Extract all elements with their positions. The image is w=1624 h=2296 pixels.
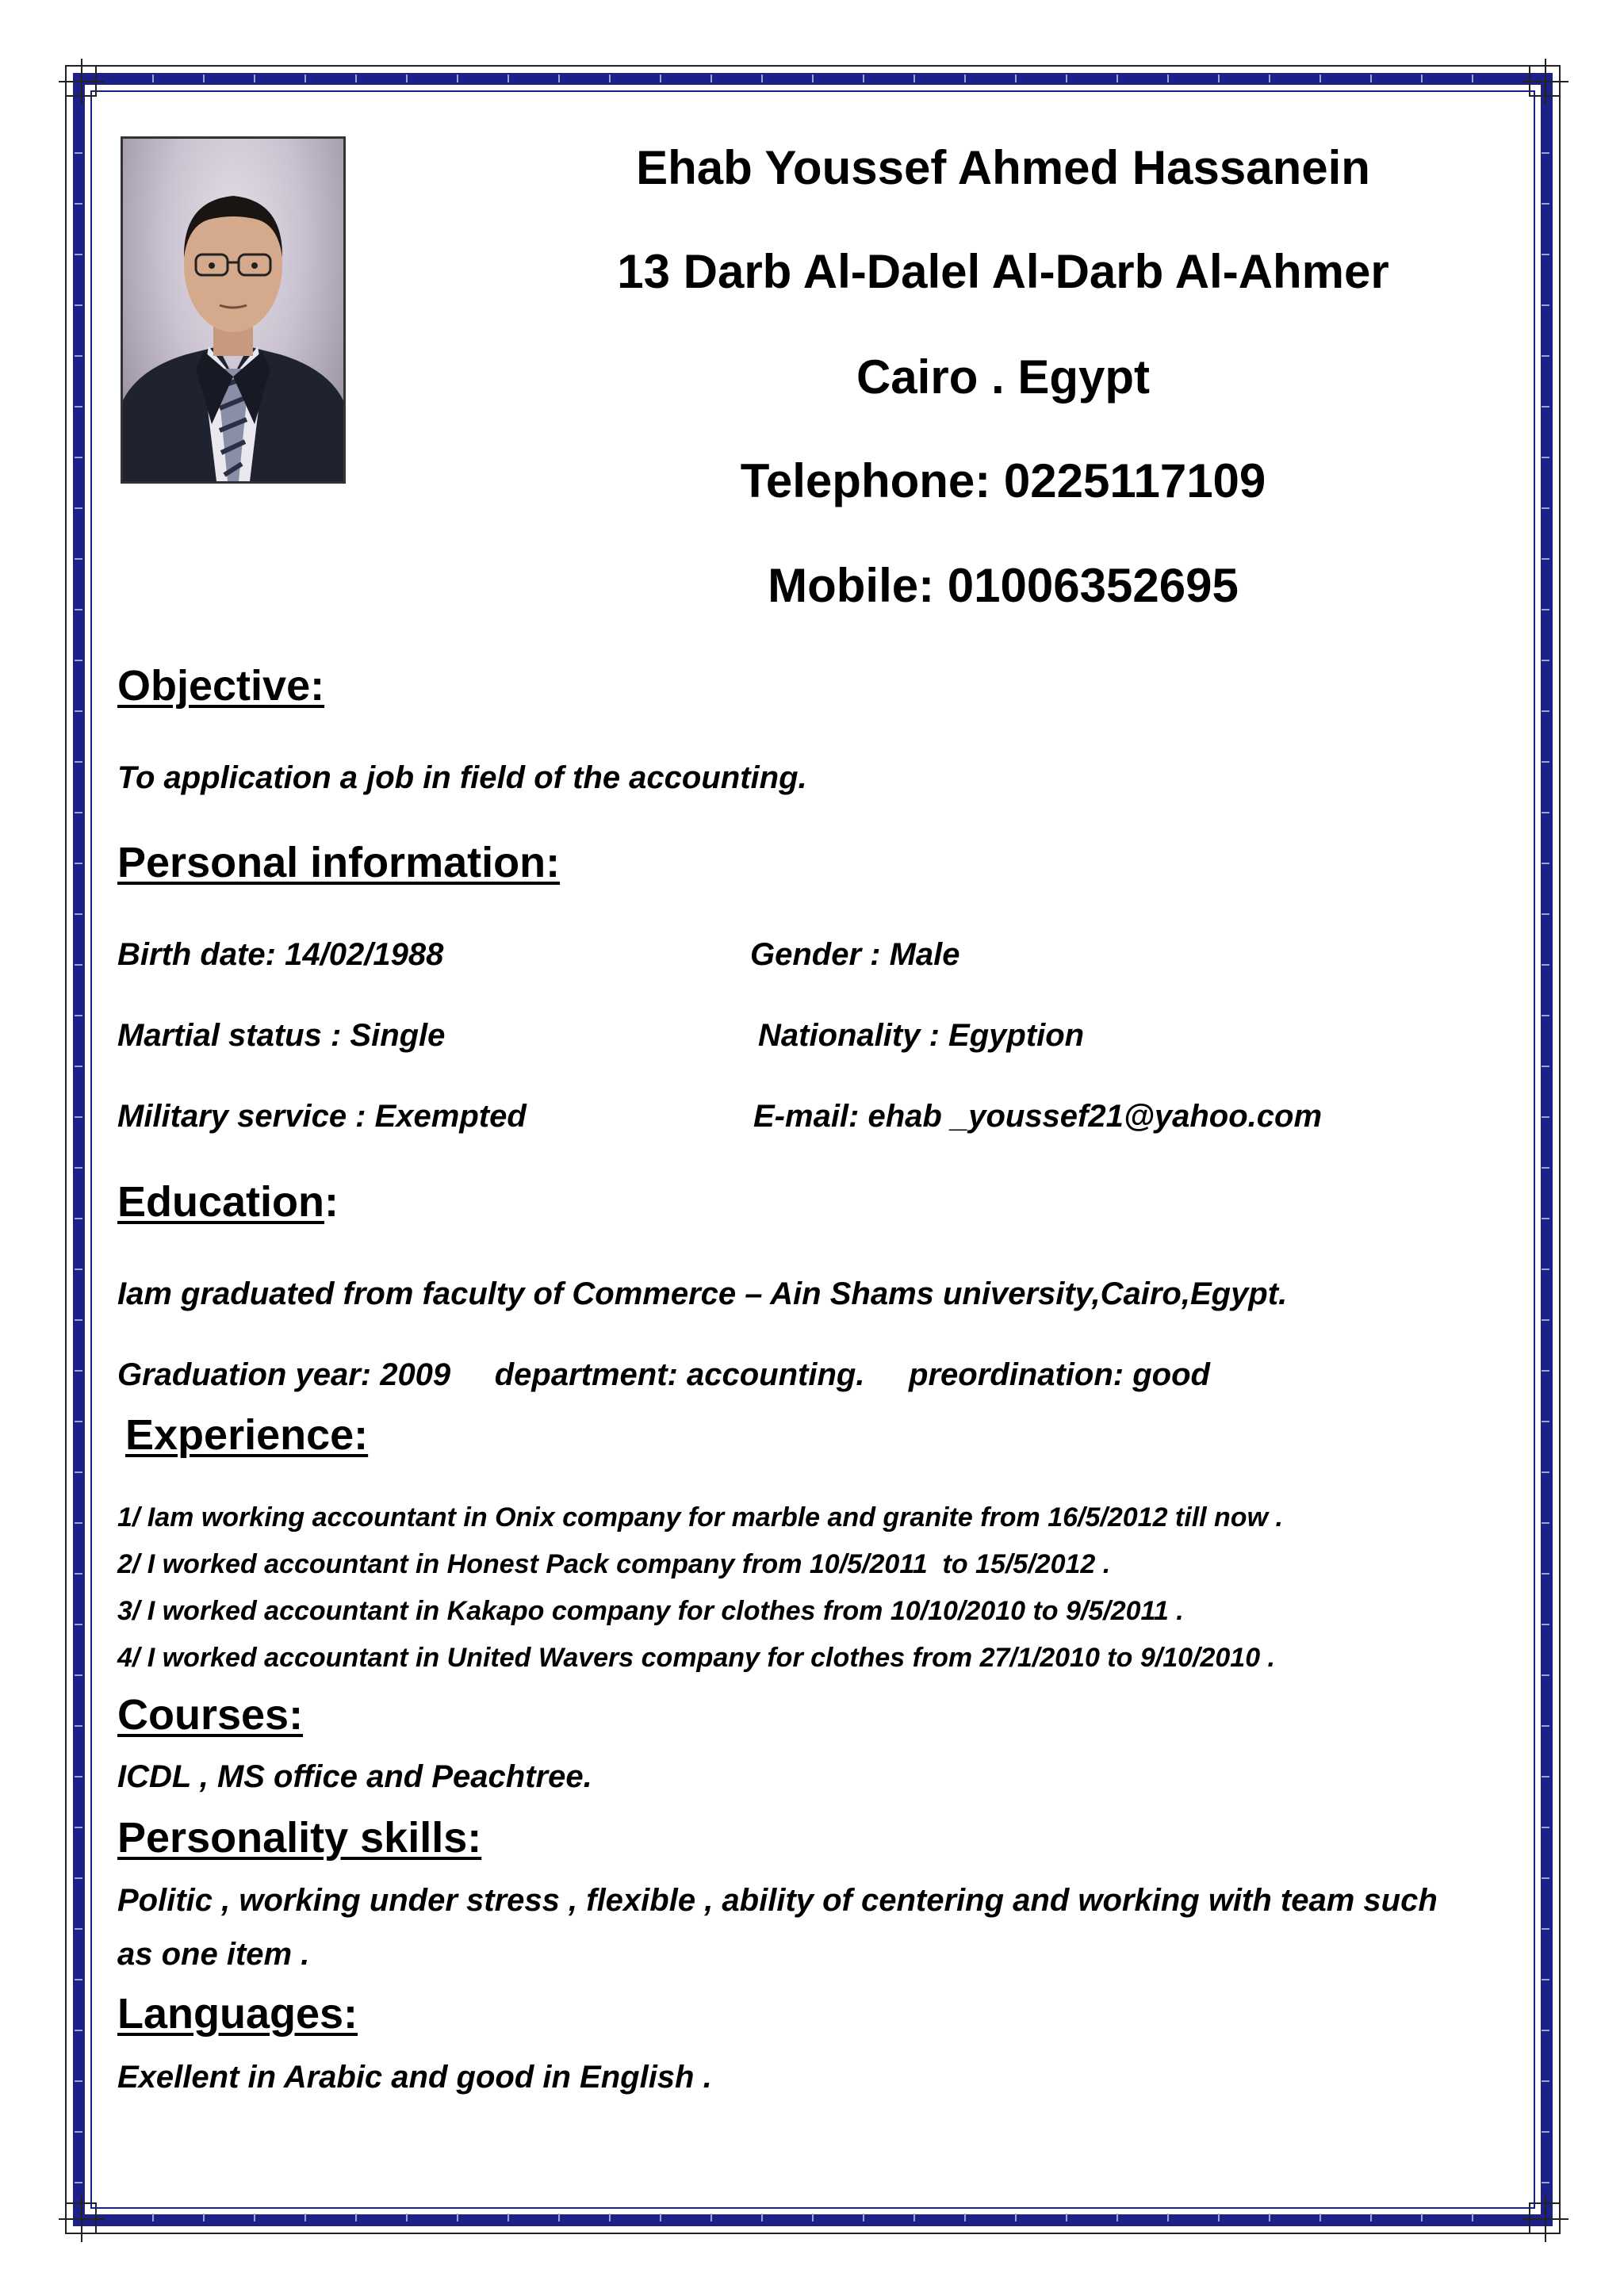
nationality: Nationality : Egyption — [758, 1018, 1085, 1053]
border-corner-top-left — [65, 65, 97, 97]
telephone-line: Telephone: 0225117109 — [740, 454, 1266, 507]
experience-title: Experience: — [125, 1411, 369, 1459]
section-title-courses — [117, 1689, 303, 1740]
mobile-line: Mobile: 01006352695 — [768, 559, 1239, 612]
skills-title: Personality skills: — [117, 1814, 482, 1862]
experience-item: 1/ Iam working accountant in Onix company for marble and granite from 16/5/2012 till now . — [117, 1502, 1283, 1533]
education-title-colon: : — [324, 1178, 339, 1226]
birth-date: Birth date: 14/02/1988 — [117, 937, 444, 972]
border-pattern-right — [1542, 103, 1549, 2193]
skills-text-line2: as one item . — [117, 1937, 310, 1972]
experience-item: 2/ I worked accountant in Honest Pack company from 10/5/2011 to 15/5/2012 . — [117, 1549, 1111, 1579]
border-pattern-left — [75, 103, 82, 2193]
experience-item: 3/ I worked accountant in Kakapo company for clothes from 10/10/2010 to 9/5/2011 . — [117, 1596, 1184, 1626]
section-title-education — [117, 1177, 339, 1227]
languages-title: Languages: — [117, 1990, 358, 2038]
gender: Gender : Male — [750, 937, 960, 972]
border-corner-top-right — [1529, 65, 1561, 97]
candidate-name: Ehab Youssef Ahmed Hassanein — [636, 141, 1370, 194]
objective-title: Objective: — [117, 662, 325, 710]
section-title-objective — [117, 660, 324, 711]
email: E-mail: ehab _youssef21@yahoo.com — [753, 1099, 1323, 1134]
section-title-languages — [117, 1988, 358, 2039]
skills-text-line1: Politic , working under stress , flexible , ability of centering and working with team such — [117, 1883, 1438, 1918]
marital-status: Martial status : Single — [117, 1018, 446, 1053]
profile-photo — [121, 136, 346, 484]
military-service: Military service : Exempted — [117, 1099, 527, 1134]
border-pattern-top — [103, 75, 1522, 82]
section-title-personal — [117, 837, 560, 888]
section-title-skills — [117, 1812, 481, 1863]
education-details: Graduation year: 2009 department: accounting. preordination: good — [117, 1357, 1210, 1392]
courses-title: Courses: — [117, 1691, 304, 1739]
border-corner-bottom-right — [1529, 2202, 1561, 2234]
border-corner-bottom-left — [65, 2202, 97, 2234]
experience-item: 4/ I worked accountant in United Wavers company for clothes from 27/1/2010 to 9/10/2010 . — [117, 1643, 1275, 1673]
courses-text: ICDL , MS office and Peachtree. — [117, 1759, 592, 1794]
education-title: Education — [117, 1178, 325, 1226]
section-title-experience — [125, 1410, 368, 1460]
address-line: 13 Darb Al-Dalel Al-Darb Al-Ahmer — [617, 245, 1389, 298]
border-pattern-bottom — [103, 2214, 1522, 2221]
personal-title: Personal information: — [117, 839, 561, 886]
education-graduated: Iam graduated from faculty of Commerce – Ain Shams university,Cairo,Egypt. — [117, 1276, 1288, 1311]
objective-text: To application a job in field of the accounting. — [117, 760, 807, 795]
languages-text: Exellent in Arabic and good in English . — [117, 2060, 712, 2095]
city-line: Cairo . Egypt — [856, 350, 1151, 404]
